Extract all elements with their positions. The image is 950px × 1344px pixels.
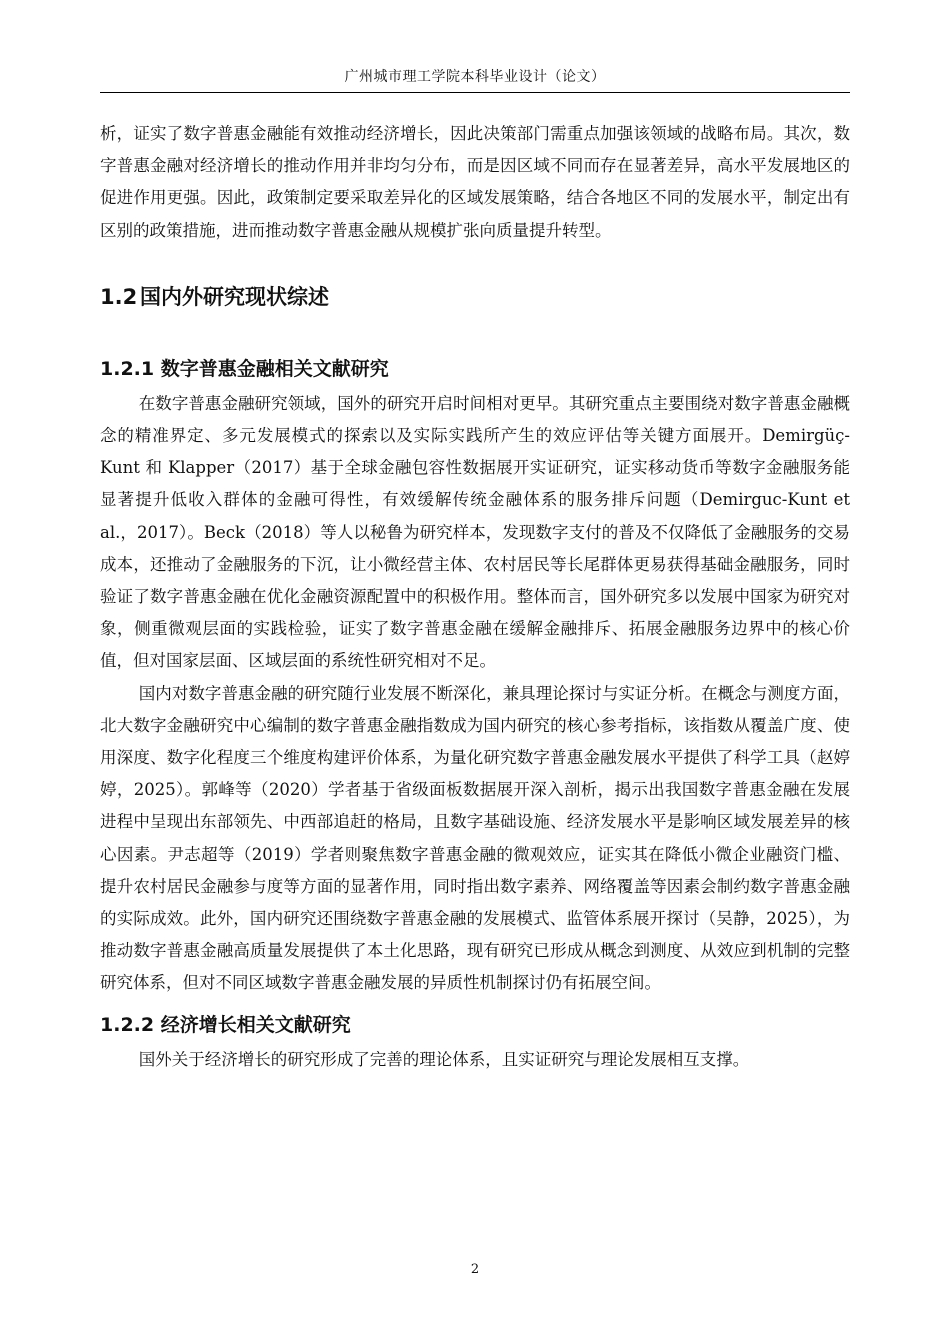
running-header-title: 广州城市理工学院本科毕业设计（论文）: [344, 69, 606, 85]
intro-paragraph: 析，证实了数字普惠金融能有效推动经济增长，因此决策部门需重点加强该领域的战略布局。其次，数字普惠金融对经济增长的推动作用并非均匀分布，而是因区域不同而存在显著差异，高水平发展地区的促进作用更强。因此，政策制定要采取差异化的区域发展策略，结合各地区不同的发展水平，制定出有区别的政策措施，进而推动数字普惠金融从规模扩张向质量提升转型。: [100, 124, 850, 240]
page-number: 2: [470, 1262, 480, 1277]
header-divider: [100, 92, 850, 93]
paragraph-economic-growth: 国外关于经济增长的研究形成了完善的理论体系，且实证研究与理论发展相互支撑。: [138, 1049, 750, 1069]
paragraph-domestic-research: 国内对数字普惠金融的研究随行业发展不断深化，兼具理论探讨与实证分析。在概念与测度方面，北大数字金融研究中心编制的数字普惠金融指数成为国内研究的核心参考指标，该指数从覆盖广度、使用深度、数字化程度三个维度构建评价体系，为量化研究数字普惠金融发展水平提供了科学工具（赵婷婷，2025）。郭峰等（2020）学者基于省级面板数据展开深入剖析，揭示出我国数字普惠金融在发展进程中呈现出东部领先、中西部追赶的格局，且数字基础设施、经济发展水平是影响区域发展差异的核心因素。尹志超等（2019）学者则聚焦数字普惠金融的微观效应，证实其在降低小微企业融资门槛、提升农村居民金融参与度等方面的显著作用，同时指出数字素养、网络覆盖等因素会制约数字普惠金融的实际成效。此外，国内研究还围绕数字普惠金融的发展模式、监管体系展开探讨（吴静，2025），为推动数字普惠金融高质量发展提供了本土化思路，现有研究已形成从概念到测度、从效应到机制的完整研究体系，但对不同区域数字普惠金融发展的异质性机制探讨仍有拓展空间。: [100, 683, 850, 993]
page-content: [100, 118, 850, 1076]
paragraph-foreign-research: 在数字普惠金融研究领域，国外的研究开启时间相对更早。其研究重点主要围绕对数字普惠金融概念的精准界定、多元发展模式的探索以及实际实践所产生的效应评估等关键方面展开。Demirgüç-Kunt 和 Klapper（2017）基于全球金融包容性数据展开实证研究，证实移动货币等数字金融服务能显著提升低收入群体的金融可得性，有效缓解传统金融体系的服务排斥问题（Demirguc-Kunt et al.，2017）。Beck（2018）等人以秘鲁为研究样本，发现数字支付的普及不仅降低了金融服务的交易成本，还推动了金融服务的下沉，让小微经营主体、农村居民等长尾群体更易获得基础金融服务，同时验证了数字普惠金融在优化金融资源配置中的积极作用。整体而言，国外研究多以发展中国家为研究对象，侧重微观层面的实践检验，证实了数字普惠金融在缓解金融排斥、拓展金融服务边界中的核心价值，但对国家层面、区域层面的系统性研究相对不足。: [100, 393, 850, 671]
section-heading: [100, 283, 850, 311]
section-title-text: 国内外研究现状综述: [140, 284, 329, 309]
subsection-heading-1-2-1: 1.2.1 数字普惠金融相关文献研究: [100, 357, 389, 380]
section-number: 1.2: [100, 284, 138, 309]
subsection-heading-1-2-2: 1.2.2 经济增长相关文献研究: [100, 1013, 351, 1036]
